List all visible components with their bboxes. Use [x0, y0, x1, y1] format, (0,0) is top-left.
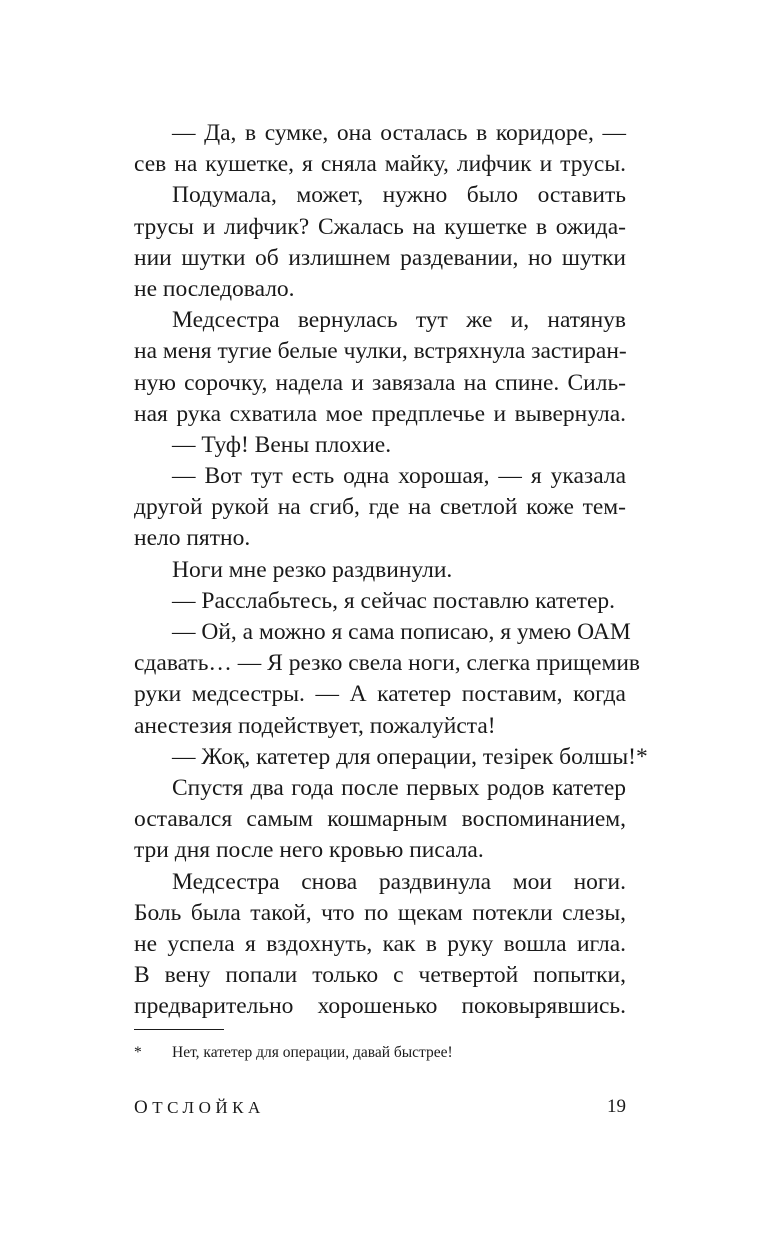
text-line-4: трусы и лифчик? Сжалась на кушетке в ожида-: [134, 213, 626, 240]
text-line-2: сев на кушетке, я сняла майку, лифчик и трусы.: [134, 151, 626, 178]
text-line-18: сдавать… — Я резко свела ноги, слегка прищемив: [134, 650, 641, 677]
footnote-divider: [134, 1029, 224, 1030]
text-line-22: Спустя два года после первых родов катетер: [172, 774, 626, 801]
text-line-24: три дня после него кровью писала.: [134, 837, 484, 864]
text-line-15: Ноги мне резко раздвинули.: [172, 556, 453, 583]
running-title-rest: ТСЛОЙКА: [152, 1098, 265, 1117]
text-line-5: нии шутки об излишнем раздевании, но шутки: [134, 244, 626, 271]
text-line-21: — Жоқ, катетер для операции, тезірек болшы!*: [172, 743, 648, 770]
running-title-first-letter: О: [134, 1097, 153, 1118]
body-text: [134, 118, 648, 1022]
text-line-13: другой рукой на сгиб, где на светлой коже тем-: [134, 494, 626, 521]
text-line-8: на меня тугие белые чулки, встряхнула застиран-: [134, 338, 627, 365]
text-line-17: — Ой, а можно я сама пописаю, я умею ОАМ: [172, 619, 631, 645]
text-line-28: В вену попали только с четвертой попытки,: [134, 962, 626, 989]
text-line-29: предварительно хорошенько поковырявшись.: [134, 993, 626, 1020]
text-line-19: руки медсестры. — А катетер поставим, когда: [134, 681, 626, 708]
text-line-26: Боль была такой, что по щекам потекли слезы,: [134, 899, 626, 926]
footnote-mark: *: [134, 1044, 142, 1061]
page-number: 19: [607, 1096, 626, 1117]
text-line-16: — Расслабьтесь, я сейчас поставлю катетер.: [172, 587, 616, 614]
text-line-27: не успела я вздохнуть, как в руку вошла игла.: [134, 930, 626, 957]
text-line-14: нело пятно.: [134, 525, 251, 552]
text-line-1: — Да, в сумке, она осталась в коридоре, —: [172, 120, 626, 146]
footnote: [134, 1043, 626, 1063]
footnote-text: Нет, катетер для операции, давай быстрее!: [172, 1044, 453, 1061]
text-line-9: ную сорочку, надела и завязала на спине. Силь-: [134, 369, 626, 396]
text-line-25: Медсестра снова раздвинула мои ноги.: [172, 868, 626, 895]
text-line-10: ная рука схватила мое предплечье и вывернула.: [134, 400, 626, 427]
running-title: [134, 1097, 265, 1119]
text-line-23: оставался самым кошмарным воспоминанием,: [134, 806, 626, 833]
text-line-7: Медсестра вернулась тут же и, натянув: [172, 307, 626, 334]
text-line-20: анестезия подействует, пожалуйста!: [134, 712, 496, 739]
text-line-6: не последовало.: [134, 275, 295, 302]
text-line-11: — Туф! Вены плохие.: [172, 431, 392, 458]
text-line-12: — Вот тут есть одна хорошая, — я указала: [172, 463, 626, 490]
text-line-3: Подумала, может, нужно было оставить: [172, 182, 626, 209]
